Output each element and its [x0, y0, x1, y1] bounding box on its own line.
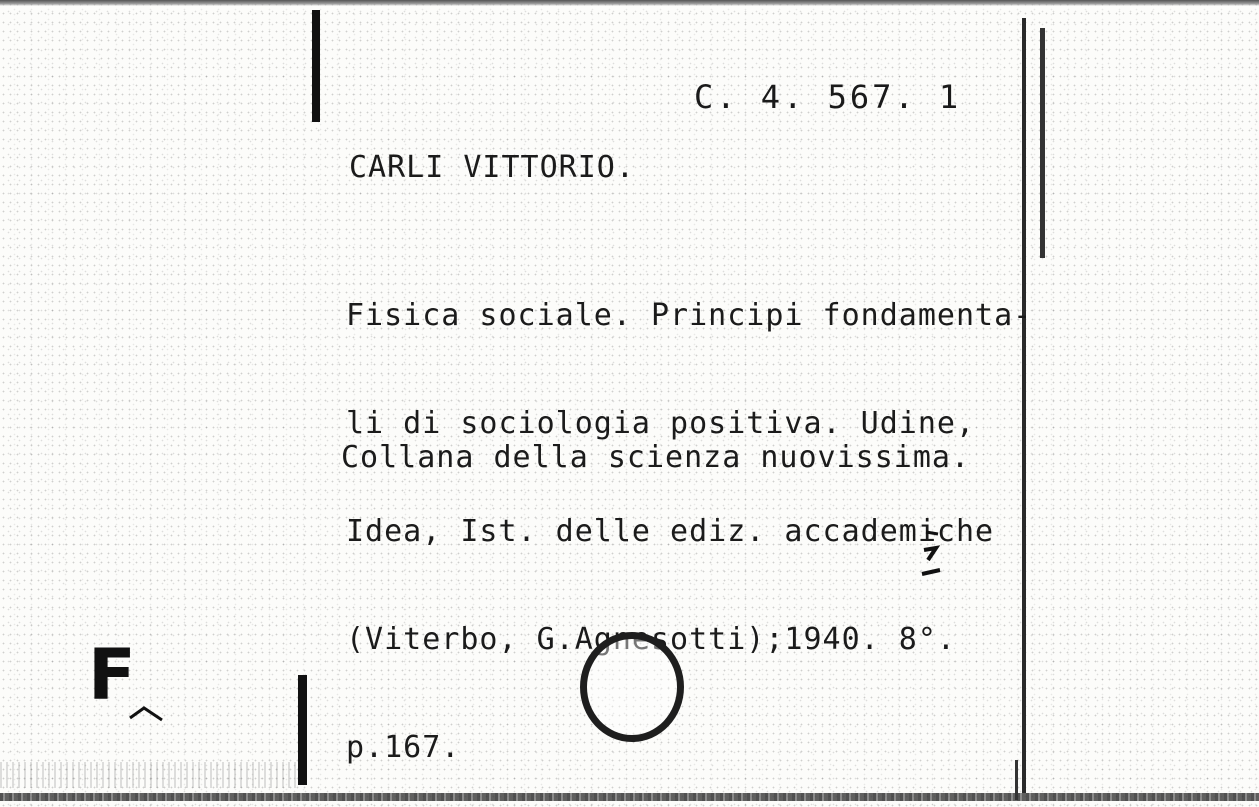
series-note: Collana della scienza nuovissima. [341, 440, 971, 475]
description-line: Fisica sociale. Principi fondamenta- [346, 298, 1033, 333]
call-number: C. 4. 567. 1 [694, 78, 962, 116]
left-rule-bottom [298, 675, 307, 785]
far-right-rule [1040, 28, 1045, 258]
author-heading: CARLI VITTORIO. [349, 150, 635, 185]
stamp-letter: F [88, 634, 136, 716]
left-rule-top [312, 10, 320, 122]
description-line: (Viterbo, G.Agnesotti);1940. 8°. [346, 622, 956, 657]
bottom-left-smudge [0, 762, 300, 788]
description-line: Idea, Ist. delle ediz. accademiche [346, 514, 995, 549]
description-line: li di sociologia positiva. Udine, [346, 406, 976, 441]
bibliographic-description [346, 226, 1032, 802]
punch-hole-icon [580, 632, 684, 742]
description-line: p.167. [346, 730, 461, 765]
top-edge-shadow [0, 0, 1259, 6]
stamp-tick-icon [128, 704, 164, 722]
handwritten-mark-icon [918, 528, 944, 584]
